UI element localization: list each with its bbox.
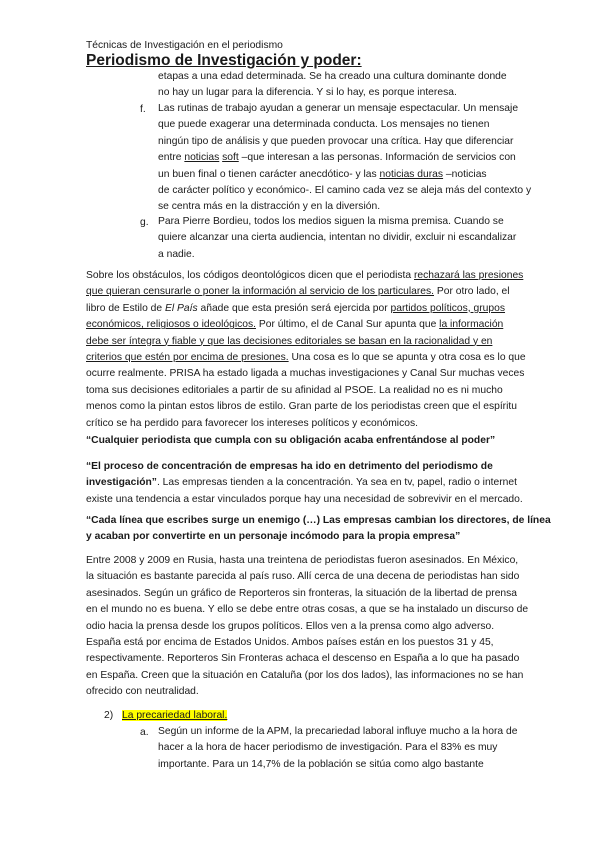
- running-header: Técnicas de Investigación en el periodismo: [86, 40, 283, 51]
- list-marker-2: 2): [104, 710, 114, 721]
- text-line: ocurre realmente. PRISA ha estado ligada a muchas investigaciones y Canal Sur muchas veces: [86, 368, 525, 380]
- text-line: en el mundo no es buena. Y ello se debe entre otras cosas, a que se ha instalado un discurso de: [86, 604, 529, 616]
- text-line: que quieran censurarle o poner la información al servicio de los particulares. Por otro lado, el: [86, 286, 510, 298]
- text-line: debe ser íntegra y fiable y que las decisiones editoriales se basan en la racionalidad y en: [86, 335, 493, 347]
- paragraph-rusia: [86, 553, 528, 701]
- text-line: a nadie.: [158, 248, 195, 260]
- term-noticias: noticias: [184, 152, 220, 164]
- text-line: “El proceso de concentración de empresas ha ido en detrimento del periodismo de: [86, 461, 493, 472]
- text-line: España está por encima de Estados Unidos. Ambos países están en los puestos 31 y 45,: [86, 637, 494, 649]
- text-line: se centra más en la distracción y en la diversión.: [158, 201, 381, 213]
- text-line: odio hacia la prensa desde los grupos políticos. Ellos ven a la prensa como algo adverso.: [86, 620, 495, 632]
- term-noticias-duras: noticias duras: [379, 168, 444, 180]
- list-marker-a: a.: [140, 727, 149, 738]
- paragraph-obstaculos: [86, 268, 526, 432]
- text-line: asesinados. Según un gráfico de Reporteros sin fronteras, la situación de la libertad de prensa: [86, 587, 518, 599]
- text-line: criterios que estén por encima de presiones. Una cosa es lo que se apunta y otra cosa es lo que: [86, 352, 526, 364]
- text-line: toma sus decisiones editoriales a partir de su afinidad al PSOE. La realidad no es ni mucho: [86, 384, 503, 396]
- text-line: Para Pierre Bordieu, todos los medios siguen la misma premisa. Cuando se: [158, 216, 504, 227]
- text-line: hacer a la hora de hacer periodismo de investigación. Para el 83% es muy: [158, 742, 498, 754]
- paragraph-concentracion: [86, 459, 523, 508]
- text-line: Sobre los obstáculos, los códigos deontológicos dicen que el periodista rechazará las presiones: [86, 270, 524, 281]
- text-line: de carácter político y económico-. El camino cada vez se aleja más del contexto y: [158, 185, 532, 197]
- text-line: la situación es bastante parecida al país ruso. Allí cerca de una decena de periodistas han sido: [86, 571, 520, 583]
- text-line: quiere alcanzar una cierta audiencia, intentan no dividir, excluir ni escandalizar: [158, 232, 517, 244]
- list-marker-g: g.: [140, 217, 149, 228]
- text-line: que puede exagerar una determinada conducta. Los mensajes no tienen: [158, 119, 490, 131]
- text-line: un buen final o tienen carácter anecdótico- y las noticias duras –noticias: [158, 168, 487, 180]
- text-line: y acaban por convertirte en un personaje incómodo para la propia empresa”: [86, 531, 461, 543]
- list-item-g: [158, 214, 516, 263]
- newspaper-name: El País: [165, 302, 198, 314]
- quote-enemigo: [86, 513, 551, 546]
- text-line: económicos, religiosos o ideológicos. Por último, el de Canal Sur apunta que la información: [86, 319, 504, 331]
- list-item-f: [158, 101, 531, 216]
- text-line: menos como la pintan estos libros de estilo. Gran parte de los periodistas creen que el espíritu: [86, 401, 517, 413]
- text-line: importante. Para un 14,7% de la población se sitúa como algo bastante: [158, 758, 484, 770]
- list-item-apm: [158, 724, 517, 773]
- section-title: Periodismo de Investigación y poder:: [86, 52, 362, 69]
- text-line: existe una tendencia a estar vinculados porque hay una necesidad de sobrevivir en el mercado.: [86, 493, 523, 505]
- text-line: crítico se ha perdido para favorecer los intereses políticos y económicos.: [86, 417, 418, 429]
- text-line: etapas a una edad determinada. Se ha creado una cultura dominante donde: [158, 71, 507, 82]
- text-line: respectivamente. Reporteros Sin Fronteras achaca el descenso en España a lo que ha pasado: [86, 653, 520, 665]
- quote-poder: “Cualquier periodista que cumpla con su obligación acaba enfrentándose al poder”: [86, 435, 496, 446]
- text-line: no hay un lugar para la diferencia. Y si lo hay, es porque interesa.: [158, 87, 457, 99]
- text-line: ofrecido con neutralidad.: [86, 686, 199, 698]
- text-line: entre noticias soft –que interesan a las personas. Información de servicios con: [158, 152, 516, 164]
- list-item-precariedad: La precariedad laboral.: [122, 710, 228, 721]
- list-item-e-continuation: [158, 69, 507, 102]
- term-soft: soft: [222, 152, 239, 164]
- text-line: Según un informe de la APM, la precariedad laboral influye mucho a la hora de: [158, 726, 518, 737]
- text-line: en España. Creen que la situación en Cataluña (por los dos lados), las informaciones no se han: [86, 669, 524, 681]
- text-line: “Cada línea que escribes surge un enemigo (…) Las empresas cambian los directores, de línea: [86, 515, 551, 526]
- text-line: Entre 2008 y 2009 en Rusia, hasta una treintena de periodistas fueron asesinados. En México,: [86, 555, 519, 566]
- list-marker-f: f.: [140, 104, 146, 115]
- text-line: libro de Estilo de El País añade que esta presión será ejercida por partidos políticos, grupos: [86, 302, 506, 314]
- text-line: investigación”. Las empresas tienden a la concentración. Ya sea en tv, papel, radio o internet: [86, 477, 517, 489]
- text-line: ningún tipo de análisis y que pueden provocar una crítica. Hay que diferenciar: [158, 135, 514, 147]
- text-line: Las rutinas de trabajo ayudan a generar un mensaje espectacular. Un mensaje: [158, 103, 519, 114]
